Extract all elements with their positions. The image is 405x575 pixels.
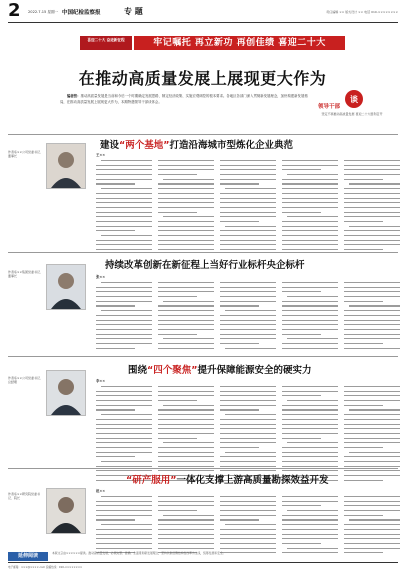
section-divider [8, 134, 398, 135]
author-photo [46, 143, 86, 189]
footer-contact: 电子邮箱：×××@××××.com 投稿热线：010-×××××××× [8, 566, 83, 569]
banner-tag: 喜迎二十大 奋进新征程 [80, 36, 132, 50]
author-photo [46, 488, 86, 534]
author-byline: 张×× [96, 275, 106, 279]
footer-text: 本版文章由××××××提供。推动高质量发展，必须完整、准确、全面贯彻新发展理念，坚持以供给侧结构性改革为主线，统筹发展和安全。 [52, 551, 226, 555]
article-body [96, 386, 400, 484]
article-body [96, 160, 400, 254]
paper-name: 中国纪检监察报 [62, 10, 101, 16]
seal-subtitle: 坚定不移推动高质量发展 喜迎二十大胜利召开 [321, 112, 383, 116]
author-photo [46, 264, 86, 310]
author-byline: 王×× [96, 153, 106, 157]
section-divider [8, 468, 398, 469]
article-body [96, 496, 400, 557]
section-divider [8, 252, 398, 253]
footer-tag: 延伸阅读 [8, 552, 48, 561]
article-body [96, 282, 400, 352]
author-caption: 作者系××研究院党委书记、院长 [8, 492, 41, 501]
theme-banner [80, 36, 345, 50]
section-1-title: 建设“两个基地”打造沿海城市型炼化企业典范 [100, 140, 294, 151]
header-meta: 责任编辑 ×× 版式设计 ×× 电话 010-×××××××× [326, 10, 398, 14]
section-2-title: 持续改革创新在新征程上当好行业标杆央企标杆 [105, 260, 305, 271]
author-byline: 赵×× [96, 489, 106, 493]
section-name: 专 题 [124, 6, 143, 16]
page-number: 2 [8, 0, 21, 21]
author-caption: 作者系××公司党委书记、董事长 [8, 150, 44, 159]
column-seal [318, 90, 386, 130]
author-byline: 李×× [96, 379, 106, 383]
header-rule [8, 22, 398, 23]
author-caption: 作者系××公司党委书记、总经理 [8, 376, 44, 385]
editor-note-label: 编者按： [67, 94, 81, 98]
footer-rule [8, 562, 398, 563]
seal-circle-icon: 谈 [345, 90, 363, 108]
issue-date: 2022.7.15 星期一 [28, 10, 59, 14]
editor-note-text: 推动高质量发展是当前和今后一个时期确定发展思路、制定经济政策、实施宏观调控的根本要求。各地区各部门深入贯彻新发展理念，加快构建新发展格局，在推动高质量发展上展现更大作为，本期特邀领导干部谈体会。 [60, 94, 308, 104]
seal-title: 领导干部 [318, 104, 341, 110]
page-headline: 在推动高质量发展上展现更大作为 [78, 69, 327, 88]
page-header [8, 0, 398, 21]
author-photo [46, 370, 86, 416]
author-caption: 作者系××集团党委书记、董事长 [8, 270, 44, 279]
banner-slogan: 牢记嘱托 再立新功 再创佳绩 喜迎二十大 [134, 36, 345, 50]
editor-note [60, 94, 310, 105]
section-3-title: 围绕“四个聚焦”提升保障能源安全的硬实力 [128, 365, 312, 376]
section-4-title: “研产服用”一体化支撑上游高质量勘探效益开发 [126, 475, 329, 486]
section-divider [8, 356, 398, 357]
